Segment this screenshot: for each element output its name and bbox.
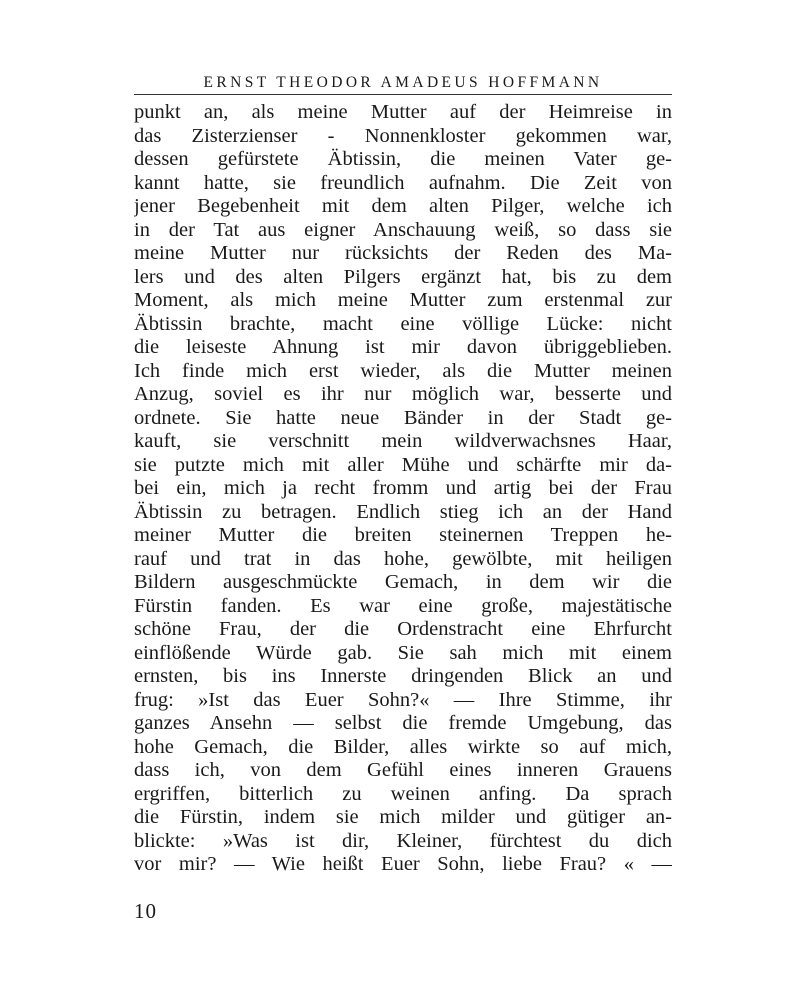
text-line: meiner Mutter die breiten steinernen Treppen he-: [134, 524, 672, 546]
text-line: meine Mutter nur rücksichts der Reden des Ma-: [134, 242, 672, 264]
text-line: Anzug, soviel es ihr nur möglich war, besserte und: [134, 383, 672, 405]
text-line: ganzes Ansehn — selbst die fremde Umgebung, das: [134, 712, 672, 734]
text-line: Bildern ausgeschmückte Gemach, in dem wir die: [134, 571, 672, 593]
text-line: die leiseste Ahnung ist mir davon übriggeblieben.: [134, 336, 672, 358]
text-line: dessen gefürstete Äbtissin, die meinen Vater ge-: [134, 148, 672, 170]
text-line: jener Begebenheit mit dem alten Pilger, welche ich: [134, 195, 672, 217]
text-line: rauf und trat in das hohe, gewölbte, mit heiligen: [134, 547, 672, 570]
text-line: Moment, als mich meine Mutter zum erstenmal zur: [134, 289, 672, 311]
text-line: blickte: »Was ist dir, Kleiner, fürchtest du dich: [134, 829, 672, 852]
text-line: in der Tat aus eigner Anschauung weiß, so dass sie: [134, 218, 672, 241]
page-number: 10: [134, 899, 157, 923]
text-line: die Fürstin, indem sie mich milder und gütiger an-: [134, 806, 672, 828]
text-line: frug: »Ist das Euer Sohn?« — Ihre Stimme, ihr: [134, 688, 672, 711]
text-line: punkt an, als meine Mutter auf der Heimreise in: [134, 101, 672, 123]
running-head: ERNST THEODOR AMADEUS HOFFMANN: [203, 74, 603, 91]
body-text: [134, 101, 672, 877]
header-rule: [134, 94, 672, 95]
text-line: Äbtissin zu betragen. Endlich stieg ich an der Hand: [134, 500, 672, 523]
text-line: bei ein, mich ja recht fromm und artig bei der Frau: [134, 477, 672, 499]
text-line: das Zisterzienser - Nonnenkloster gekommen war,: [134, 124, 672, 147]
text-line: sie putzte mich mit aller Mühe und schärfte mir da-: [134, 453, 672, 476]
text-line: ordnete. Sie hatte neue Bänder in der Stadt ge-: [134, 406, 672, 429]
text-line: Äbtissin brachte, macht eine völlige Lücke: nicht: [134, 312, 672, 335]
text-line: schöne Frau, der die Ordenstracht eine Ehrfurcht: [134, 618, 672, 640]
text-line: ergriffen, bitterlich zu weinen anfing. Da sprach: [134, 782, 672, 805]
text-line: Fürstin fanden. Es war eine große, majestätische: [134, 594, 672, 617]
text-line: vor mir? — Wie heißt Euer Sohn, liebe Frau? « —: [134, 853, 672, 875]
text-line: ernsten, bis ins Innerste dringenden Blick an und: [134, 665, 672, 687]
text-line: lers und des alten Pilgers ergänzt hat, bis zu dem: [134, 265, 672, 288]
text-line: Ich finde mich erst wieder, als die Mutter meinen: [134, 359, 672, 382]
text-line: kauft, sie verschnitt mein wildverwachsnes Haar,: [134, 430, 672, 452]
text-line: einflößende Würde gab. Sie sah mich mit einem: [134, 641, 672, 664]
text-line: dass ich, von dem Gefühl eines inneren Grauens: [134, 759, 672, 781]
text-line: kannt hatte, sie freundlich aufnahm. Die Zeit von: [134, 171, 672, 194]
text-line: hohe Gemach, die Bilder, alles wirkte so auf mich,: [134, 735, 672, 758]
